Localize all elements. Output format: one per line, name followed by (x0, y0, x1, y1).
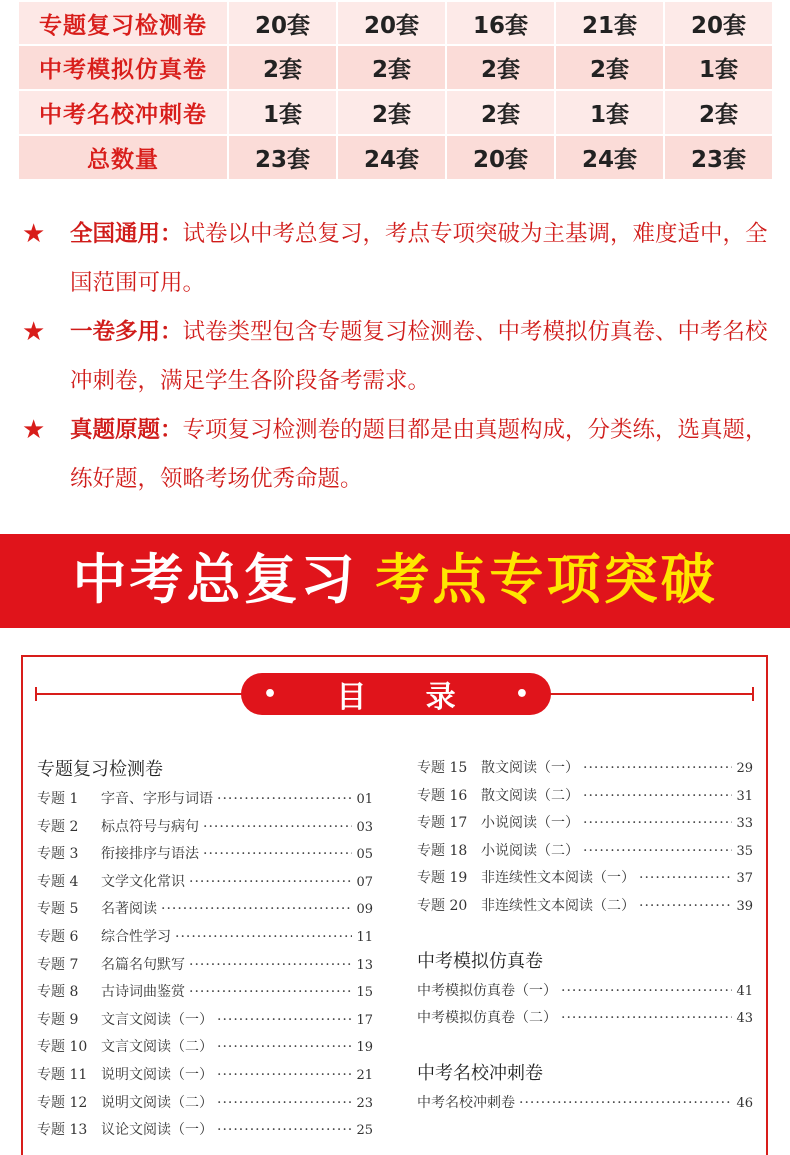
toc-dot-leader (583, 783, 732, 811)
toc-entry[interactable] (417, 810, 753, 838)
toc-entry[interactable] (37, 952, 373, 980)
table-cell: 2套 (446, 45, 555, 90)
feature-title: 全国通用： (70, 221, 183, 247)
table-cell: 20套 (446, 135, 555, 180)
table-cell: 2套 (446, 90, 555, 135)
table-cell: 16套 (446, 1, 555, 45)
toc-dot-leader (189, 869, 352, 897)
toc-entry-page: 39 (736, 898, 753, 914)
table-cell: 1套 (664, 45, 773, 90)
toc-dot-leader (583, 755, 732, 783)
table-cell: 2套 (664, 90, 773, 135)
toc-entry-page: 35 (736, 843, 753, 859)
toc-entry-page: 25 (356, 1123, 373, 1139)
feature-multi-use (22, 308, 777, 406)
toc-entry-page: 09 (356, 902, 373, 918)
toc-entry-number: 专题 20 (417, 897, 468, 914)
row-label: 总数量 (18, 135, 228, 180)
toc-dot-leader (583, 810, 732, 838)
star-icon: ★ (22, 219, 46, 249)
toc-entry[interactable] (37, 1007, 373, 1035)
toc-entry[interactable] (37, 924, 373, 952)
toc-entry-page: 23 (356, 1095, 373, 1111)
feature-real-questions (22, 406, 777, 504)
toc-entry-name: 文言文阅读（二） (101, 1039, 213, 1056)
toc-entry[interactable] (417, 838, 753, 866)
table-cell: 20套 (228, 1, 337, 45)
toc-entry-name: 字音、字形与词语 (101, 791, 213, 807)
toc-title-char-a: 目 (336, 680, 367, 715)
toc-dot-leader (203, 814, 352, 842)
toc-entry[interactable] (37, 979, 373, 1007)
toc-entry-number: 专题 10 (37, 1039, 88, 1056)
banner-title-white: 中考总复习 (72, 548, 358, 611)
toc-entry-name: 衔接排序与语法 (101, 846, 199, 863)
toc-divider-cap-right (752, 687, 754, 701)
table-cell: 2套 (555, 45, 664, 90)
row-label: 专题复习检测卷 (18, 1, 228, 45)
toc-dot-leader (175, 924, 352, 952)
table-cell: 2套 (337, 90, 446, 135)
toc-entry-name: 文言文阅读（一） (101, 1011, 213, 1028)
toc-entry-page: 37 (736, 871, 753, 887)
toc-dot-leader (217, 1034, 352, 1062)
dot-icon: • (263, 681, 278, 707)
toc-entry[interactable] (37, 896, 373, 924)
table-cell: 20套 (664, 1, 773, 45)
toc-entry[interactable] (37, 1090, 373, 1118)
toc-entry-page: 19 (356, 1040, 373, 1056)
toc-entry-page: 43 (736, 1011, 753, 1027)
toc-column-right (417, 755, 753, 1117)
toc-entry-page: 11 (356, 929, 373, 945)
toc-entry-name: 综合性学习 (101, 928, 171, 945)
feature-text: 试卷以中考总复习，考点专项突破为主基调，难度适中，全国范围可用。 (70, 221, 768, 296)
toc-entry-number: 专题 18 (417, 842, 468, 859)
toc-entry-number: 专题 7 (37, 956, 79, 973)
toc-entry-number: 专题 12 (37, 1094, 88, 1111)
toc-entry-name: 非连续性文本阅读（一） (481, 870, 635, 887)
feature-list (22, 210, 777, 504)
toc-entry-name: 名著阅读 (101, 901, 157, 918)
toc-dot-leader (161, 896, 352, 924)
toc-entry-name: 名篇名句默写 (101, 956, 185, 973)
toc-entry-number: 专题 9 (37, 1011, 79, 1028)
feature-nationwide (22, 210, 777, 308)
toc-entry-number: 专题 11 (37, 1066, 88, 1083)
toc-section-title: 中考名校冲刺卷 (417, 1062, 543, 1084)
toc-dot-leader (217, 1007, 352, 1035)
toc-dot-leader (561, 1005, 732, 1033)
toc-entry-page: 17 (356, 1012, 373, 1028)
toc-entry-number: 专题 16 (417, 787, 468, 804)
toc-entry-number: 专题 17 (417, 815, 468, 832)
toc-entry-number: 专题 15 (417, 760, 468, 776)
toc-divider-cap-left (35, 687, 37, 701)
toc-entry-name: 标点符号与病句 (101, 818, 199, 835)
banner-title-yellow: 考点专项突破 (375, 548, 718, 611)
feature-title: 真题原题： (70, 417, 183, 443)
toc-dot-leader (519, 1090, 732, 1118)
toc-entry-number: 专题 5 (37, 901, 79, 918)
toc-entry-page: 46 (736, 1095, 753, 1111)
toc-entry[interactable] (417, 893, 753, 921)
toc-dot-leader (189, 952, 352, 980)
toc-entry[interactable] (37, 1062, 373, 1090)
toc-entry-number: 专题 19 (417, 870, 468, 887)
toc-entry[interactable] (37, 1034, 373, 1062)
toc-entry-name: 小说阅读（二） (481, 842, 579, 859)
feature-text: 专项复习检测卷的题目都是由真题构成，分类练，选真题，练好题，领略考场优秀命题。 (70, 417, 768, 492)
toc-entry-number: 专题 2 (37, 818, 79, 835)
toc-entry[interactable] (37, 1117, 373, 1145)
toc-entry-page: 33 (736, 816, 753, 832)
toc-dot-leader (639, 893, 732, 921)
table-cell: 2套 (228, 45, 337, 90)
toc-section-title: 中考模拟仿真卷 (417, 950, 543, 972)
toc-title-char-b: 录 (425, 680, 456, 715)
toc-entry-page: 05 (356, 847, 373, 863)
toc-entry[interactable] (37, 869, 373, 897)
row-label: 中考模拟仿真卷 (18, 45, 228, 90)
toc-entry-number: 专题 6 (37, 928, 79, 945)
toc-entry-page: 13 (356, 957, 373, 973)
table-cell: 21套 (555, 1, 664, 45)
toc-dot-leader (561, 978, 732, 1006)
toc-entry[interactable] (37, 841, 373, 869)
table-cell: 24套 (337, 135, 446, 180)
toc-entry-name: 散文阅读（二） (481, 787, 579, 804)
row-label: 中考名校冲刺卷 (18, 90, 228, 135)
toc-entry-page: 41 (736, 983, 753, 999)
toc-panel (21, 655, 768, 1155)
toc-entry-number: 专题 1 (37, 791, 79, 807)
toc-column-left (37, 755, 373, 1145)
toc-entry[interactable] (37, 786, 373, 814)
toc-entry-page: 21 (356, 1067, 373, 1083)
toc-entry[interactable] (417, 783, 753, 811)
toc-entry[interactable] (417, 1005, 753, 1033)
toc-entry[interactable] (417, 978, 753, 1006)
section-banner (0, 534, 790, 628)
toc-entry-name: 说明文阅读（一） (101, 1066, 213, 1083)
toc-entry-name: 古诗词曲鉴赏 (101, 984, 185, 1001)
toc-entry-page: 31 (736, 788, 753, 804)
toc-dot-leader (217, 786, 352, 814)
toc-divider-left (35, 693, 255, 695)
toc-entry[interactable] (417, 755, 753, 783)
toc-entry-page: 29 (736, 761, 753, 776)
table-cell: 24套 (555, 135, 664, 180)
table-row (18, 45, 773, 90)
toc-entry-name: 说明文阅读（二） (101, 1094, 213, 1111)
toc-entry-number: 专题 13 (37, 1122, 88, 1139)
toc-entry-number: 专题 4 (37, 873, 79, 890)
toc-entry-name: 非连续性文本阅读（二） (481, 897, 635, 914)
toc-entry[interactable] (417, 1090, 753, 1118)
table-cell: 23套 (228, 135, 337, 180)
toc-entry-page: 07 (356, 874, 373, 890)
table-cell: 20套 (337, 1, 446, 45)
toc-entry-name: 中考模拟仿真卷（一） (417, 982, 557, 999)
toc-entry-page: 01 (356, 792, 373, 807)
toc-entry-name: 散文阅读（一） (481, 760, 579, 776)
toc-entry-name: 文学文化常识 (101, 873, 185, 890)
summary-table (17, 0, 774, 181)
toc-entry-name: 中考名校冲刺卷 (417, 1094, 515, 1111)
toc-dot-leader (217, 1062, 352, 1090)
dot-icon: • (514, 681, 529, 707)
table-row (18, 1, 773, 45)
table-cell: 1套 (228, 90, 337, 135)
star-icon: ★ (22, 415, 46, 445)
toc-entry[interactable] (37, 814, 373, 842)
table-row (18, 90, 773, 135)
toc-entry-number: 专题 3 (37, 846, 79, 863)
toc-entry-name: 中考模拟仿真卷（二） (417, 1010, 557, 1027)
toc-entry-name: 议论文阅读（一） (101, 1122, 213, 1139)
feature-text: 试卷类型包含专题复习检测卷、中考模拟仿真卷、中考名校冲刺卷，满足学生各阶段备考需求。 (70, 319, 768, 394)
toc-dot-leader (217, 1090, 352, 1118)
toc-section-title: 专题复习检测卷 (37, 759, 163, 780)
toc-dot-leader (583, 838, 732, 866)
toc-divider-right (534, 693, 754, 695)
feature-title: 一卷多用： (70, 319, 183, 345)
toc-dot-leader (189, 979, 352, 1007)
toc-entry-name: 小说阅读（一） (481, 815, 579, 832)
table-row (18, 135, 773, 180)
toc-dot-leader (217, 1117, 352, 1145)
toc-dot-leader (639, 865, 732, 893)
table-cell: 23套 (664, 135, 773, 180)
table-cell: 1套 (555, 90, 664, 135)
toc-title-pill (241, 673, 551, 715)
toc-entry-number: 专题 8 (37, 984, 79, 1001)
star-icon: ★ (22, 317, 46, 347)
table-cell: 2套 (337, 45, 446, 90)
toc-entry[interactable] (417, 865, 753, 893)
toc-entry-page: 03 (356, 819, 373, 835)
toc-dot-leader (203, 841, 352, 869)
toc-entry-page: 15 (356, 985, 373, 1001)
